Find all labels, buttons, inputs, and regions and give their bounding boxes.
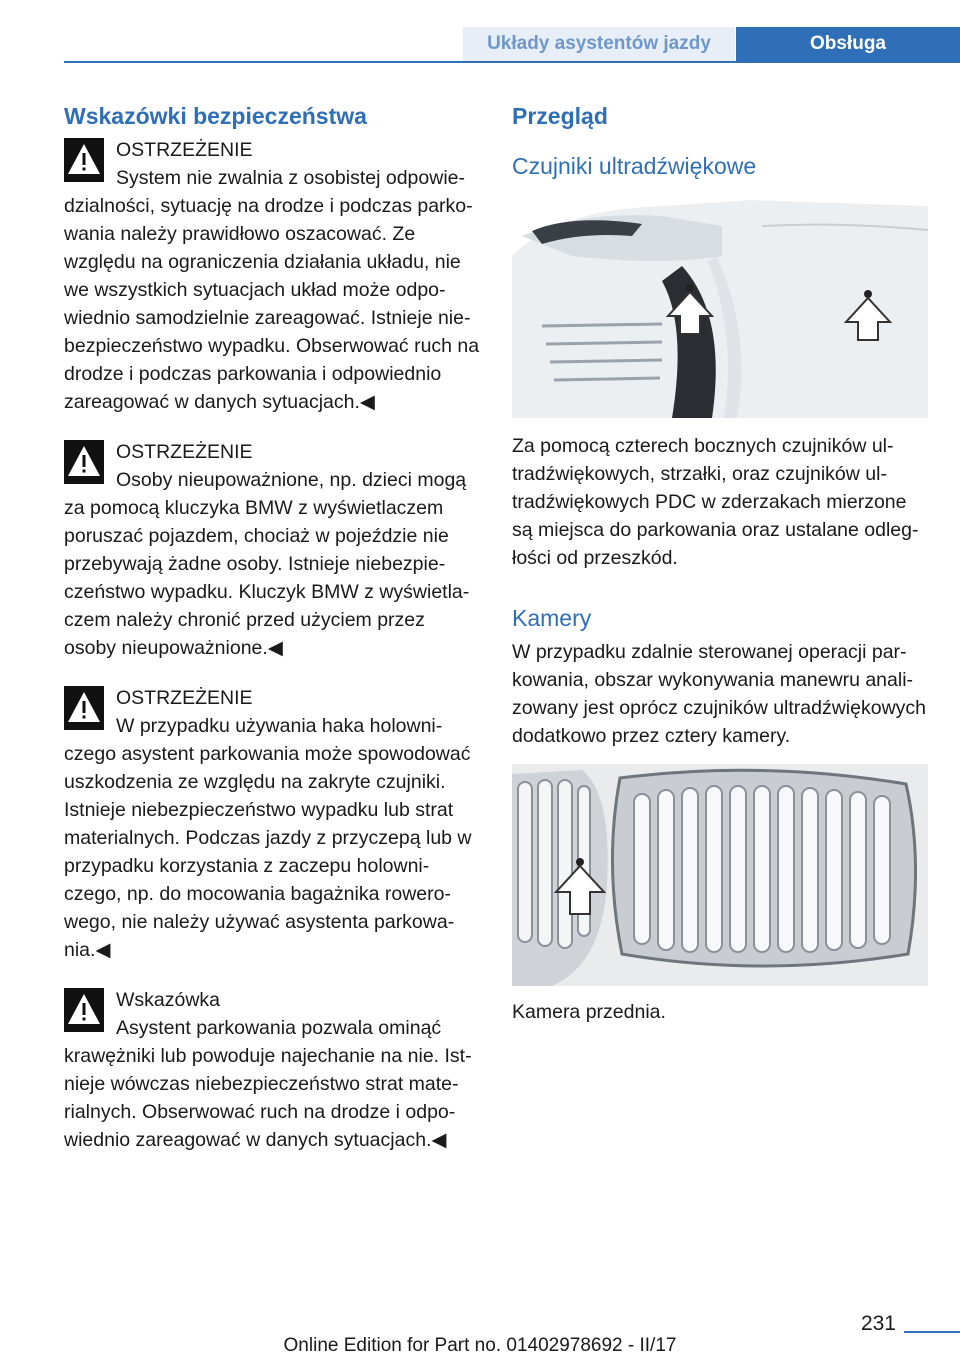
warning-text: System nie zwalnia z osobistej odpowiedzialności, sytuację na drodze i podczas parkowania należy prawidłowo oszacować. Ze względu na ograniczenia działania układu, nie we wszystkich sytuacjach układ może odpowiednio samodzielnie zareagować. Istnieje niebezpieczeństwo wypadku. Obserwować ruch na drodze i podczas parkowania i odpowiednio zareagować w danych sytuacjach.◀	[64, 167, 480, 413]
edition-footer: Online Edition for Part no. 01402978692 - II/17	[283, 1335, 677, 1356]
page-number: 231	[860, 1312, 896, 1335]
note-text: Asystent parkowania pozwala ominąć krawężniki lub powoduje najechanie na nie. Istnieje wówczas niebezpieczeństwo strat materialnych. Obserwować ruch na drodze i odpowiednio zareagować w danych sytuacjach.◀	[64, 1017, 472, 1151]
warning-title: OSTRZEŻENIE	[116, 441, 253, 463]
note-block	[64, 986, 480, 1154]
section-tab: Obsługa	[736, 27, 960, 61]
warning-text: W przypadku używania haka holowniczego asystent parkowania może spowodować uszkodzenia ze względu na zakryte czujniki. Istnieje niebezpieczeństwo wypadku lub strat materialnych. Podczas jazdy z przyczepą lub w przypadku korzystania z zaczepu holowniczego, np. do mocowania bagażnika rowerowego, nie należy używać asystenta parkowania.◀	[64, 715, 472, 961]
warning-title: OSTRZEŻENIE	[116, 139, 253, 161]
right-column	[512, 96, 928, 1026]
warning-block-3	[64, 684, 480, 964]
warning-triangle-icon	[64, 988, 104, 1032]
left-column	[64, 96, 480, 1154]
front-camera-illustration	[512, 764, 928, 986]
sensors-subheading: Czujniki ultradźwiękowe	[512, 153, 757, 179]
chapter-tab: Układy asystentów jazdy	[463, 27, 735, 61]
safety-heading: Wskazówki bezpieczeństwa	[64, 103, 367, 129]
warning-triangle-icon	[64, 440, 104, 484]
cameras-paragraph: W przypadku zdalnie sterowanej operacji parkowania, obszar wykonywania manewru analizowany jest oprócz czujników ultradźwiękowych dodatkowo przez cztery kamery.	[512, 641, 927, 747]
sensors-figure	[512, 196, 928, 418]
header-rule	[64, 61, 960, 63]
footer-rule	[904, 1331, 960, 1333]
car-sensors-illustration	[512, 196, 928, 418]
cameras-subheading: Kamery	[512, 605, 592, 631]
overview-heading: Przegląd	[512, 103, 608, 129]
camera-figure	[512, 764, 928, 986]
note-title: Wskazówka	[116, 989, 221, 1011]
warning-triangle-icon	[64, 138, 104, 182]
sensors-paragraph: Za pomocą czterech bocznych czujników ultradźwiękowych, strzałki, oraz czujników ultradźwiękowych PDC w zderzakach mierzone są miejsca do parkowania oraz ustalane odległości od przeszkód.	[512, 435, 919, 569]
warning-title: OSTRZEŻENIE	[116, 687, 253, 709]
warning-block-2	[64, 438, 480, 662]
warning-triangle-icon	[64, 686, 104, 730]
camera-caption: Kamera przednia.	[512, 1001, 666, 1023]
warning-block-1	[64, 136, 480, 416]
warning-text: Osoby nieupoważnione, np. dzieci mogą za pomocą kluczyka BMW z wyświetlaczem poruszać pojazdem, chociaż w pojeździe nie przebywają żadne osoby. Istnieje niebezpieczeństwo wypadku. Kluczyk BMW z wyświetlaczem należy chronić przed użyciem przez osoby nieupoważnione.◀	[64, 469, 470, 659]
